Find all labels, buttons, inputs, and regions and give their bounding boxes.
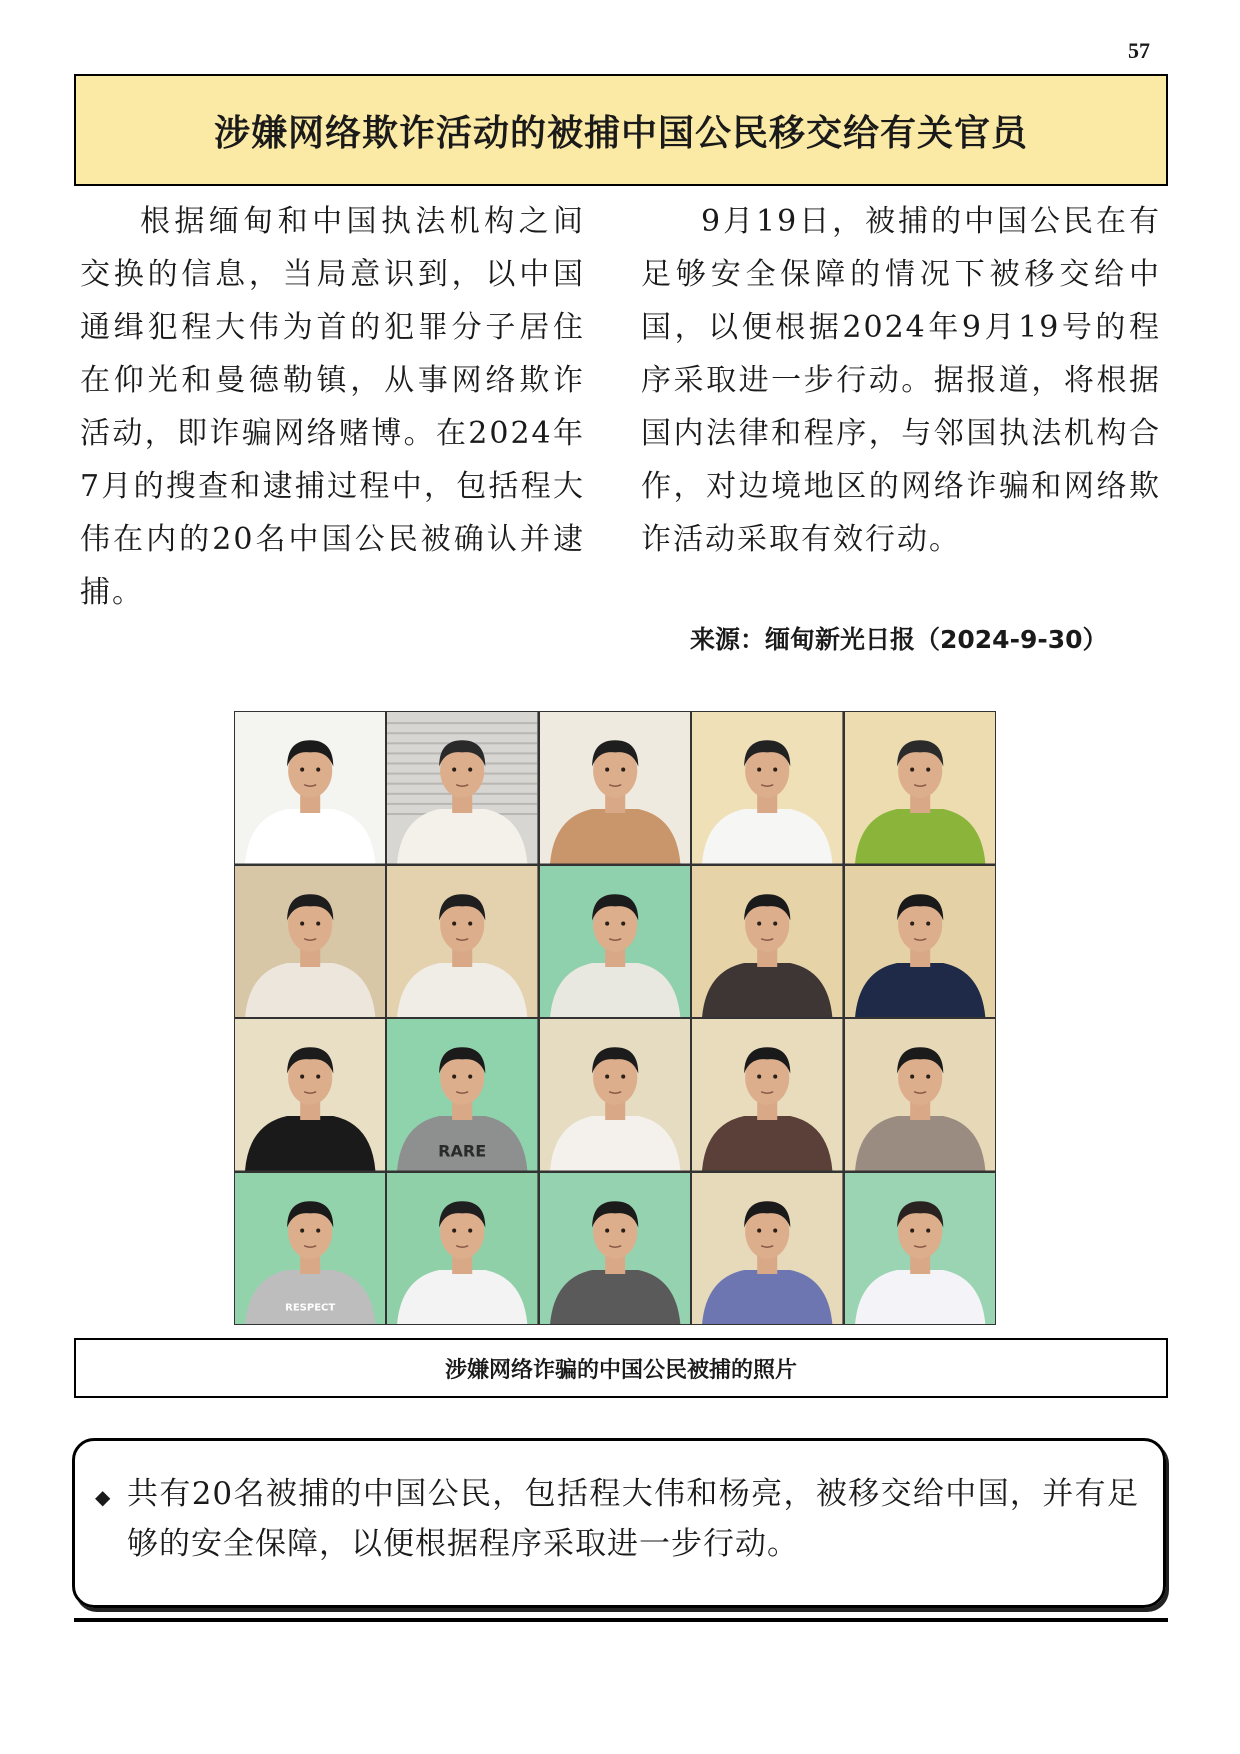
- suspect-photo: [235, 1019, 385, 1171]
- suspect-photo: [387, 712, 537, 864]
- title-banner: [74, 74, 1168, 186]
- page-number: 57: [1128, 38, 1150, 63]
- suspect-photo: [692, 1173, 842, 1325]
- page-title: 涉嫌网络欺诈活动的被捕中国公民移交给有关官员: [213, 112, 1028, 154]
- suspect-photo: [845, 866, 995, 1018]
- suspect-photo: [845, 712, 995, 864]
- suspect-photo: [387, 1019, 537, 1171]
- photo-grid: [234, 711, 996, 1325]
- suspect-photo: [387, 1173, 537, 1325]
- suspect-photo: [387, 866, 537, 1018]
- right-column: [641, 195, 1161, 566]
- photo-caption-box: [74, 1338, 1168, 1398]
- suspect-photo: [235, 1173, 385, 1325]
- suspect-photo: [235, 712, 385, 864]
- left-column: [80, 195, 585, 619]
- suspect-photo: [235, 866, 385, 1018]
- shirt-print-label: RESPECT: [285, 1301, 336, 1313]
- suspect-photo: [540, 1019, 690, 1171]
- diamond-bullet-icon: ◆: [95, 1485, 111, 1509]
- left-paragraph: 根据缅甸和中国执法机构之间交换的信息，当局意识到，以中国通缉犯程大伟为首的犯罪分子居住在仰光和曼德勒镇，从事网络欺诈活动，即诈骗网络赌博。在2024年7月的搜查和逮捕过程中，包括程大伟在内的20名中国公民被确认并逮捕。: [80, 204, 585, 610]
- photo-caption: 涉嫌网络诈骗的中国公民被捕的照片: [444, 1357, 797, 1383]
- suspect-photo: [845, 1173, 995, 1325]
- suspect-photo: [540, 712, 690, 864]
- source-citation: 来源：缅甸新光日报（2024-9-30）: [690, 625, 1108, 654]
- summary-box: [72, 1438, 1166, 1608]
- bottom-rule: [74, 1618, 1168, 1622]
- suspect-photo: [540, 866, 690, 1018]
- shirt-print-label: RARE: [438, 1141, 487, 1161]
- summary-text: 共有20名被捕的中国公民，包括程大伟和杨亮，被移交给中国，并有足够的安全保障，以便根据程序采取进一步行动。: [127, 1476, 1139, 1562]
- right-paragraph: 9月19日，被捕的中国公民在有足够安全保障的情况下被移交给中国，以便根据2024年9月19号的程序采取进一步行动。据报道，将根据国内法律和程序，与邻国执法机构合作，对边境地区的网络诈骗和网络欺诈活动采取有效行动。: [641, 204, 1161, 557]
- suspect-photo: [692, 1019, 842, 1171]
- suspect-photo: [692, 866, 842, 1018]
- suspect-photo: [845, 1019, 995, 1171]
- suspect-photo: [540, 1173, 690, 1325]
- suspect-photo: [692, 712, 842, 864]
